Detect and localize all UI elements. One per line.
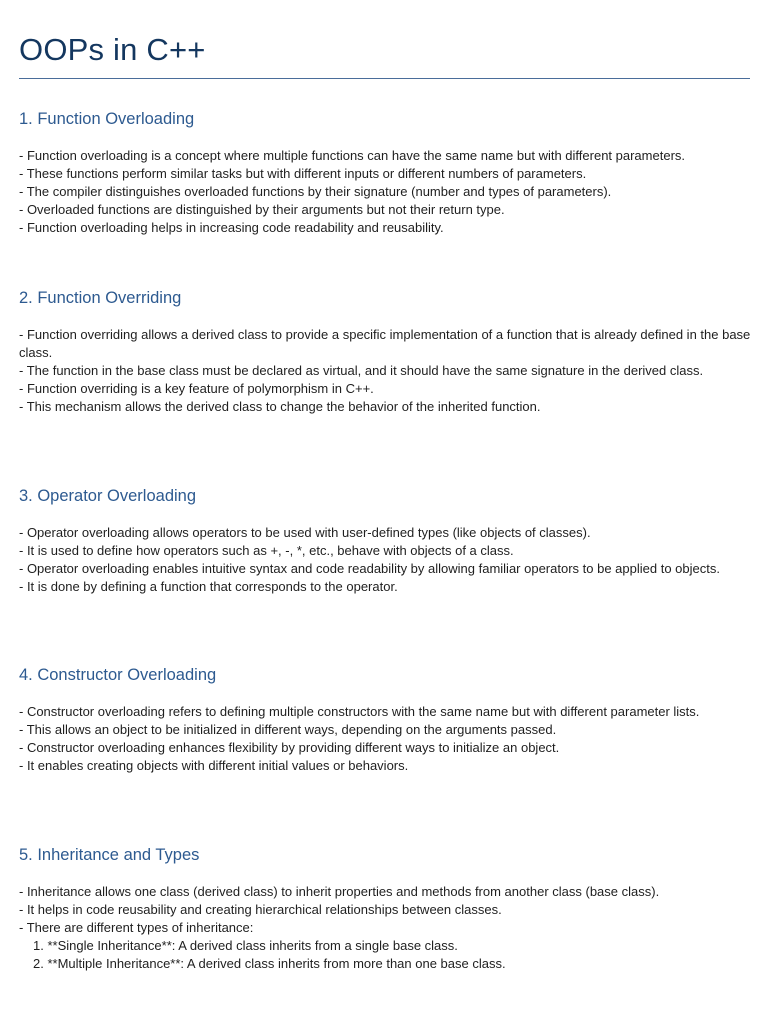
body-line: - It is done by defining a function that corresponds to the operator. [19, 579, 398, 594]
section-operator-overloading [19, 485, 754, 596]
body-line: - Function overloading is a concept where multiple functions can have the same name but with different parameters. [19, 148, 686, 163]
body-line: - It helps in code reusability and creating hierarchical relationships between classes. [19, 902, 502, 917]
numbered-list-item: 2. **Multiple Inheritance**: A derived class inherits from more than one base class. [33, 956, 506, 971]
body-line: - This mechanism allows the derived class to change the behavior of the inherited function. [19, 399, 541, 414]
body-line: - The function in the base class must be declared as virtual, and it should have the same signature in the derived class. [19, 363, 704, 378]
body-line: - Operator overloading enables intuitive syntax and code readability by allowing familiar operators to be applied to objects. [19, 561, 720, 576]
section-inheritance-and-types [19, 844, 754, 973]
body-line: - Inheritance allows one class (derived class) to inherit properties and methods from another class (base class). [19, 884, 660, 899]
numbered-list-item: 1. **Single Inheritance**: A derived class inherits from a single base class. [33, 938, 458, 953]
body-line: - Operator overloading allows operators to be used with user-defined types (like objects of classes). [19, 525, 591, 540]
section-body [19, 147, 754, 237]
section-heading: 1. Function Overloading [19, 110, 195, 128]
title-divider [19, 78, 750, 79]
body-line: - Constructor overloading enhances flexibility by providing different ways to initialize an object. [19, 740, 560, 755]
section-heading: 5. Inheritance and Types [19, 846, 200, 864]
body-line: - Overloaded functions are distinguished by their arguments but not their return type. [19, 202, 505, 217]
body-line: - There are different types of inheritance: [19, 920, 254, 935]
body-line: - These functions perform similar tasks but with different inputs or different numbers of parameters. [19, 166, 587, 181]
body-line: - It enables creating objects with different initial values or behaviors. [19, 758, 409, 773]
page-title: OOPs in C++ [19, 32, 206, 67]
body-line: - It is used to define how operators such as +, -, *, etc., behave with objects of a class. [19, 543, 514, 558]
body-line: - Function overloading helps in increasing code readability and reusability. [19, 220, 444, 235]
body-line: - Function overriding allows a derived class to provide a specific implementation of a function that is already defined in the base class. [19, 327, 751, 360]
section-heading: 2. Function Overriding [19, 289, 182, 307]
section-function-overloading [19, 108, 754, 237]
section-heading: 3. Operator Overloading [19, 487, 197, 505]
body-line: - Constructor overloading refers to defining multiple constructors with the same name but with different parameter lists. [19, 704, 700, 719]
section-body [19, 883, 754, 973]
section-body [19, 326, 754, 416]
body-line: - The compiler distinguishes overloaded functions by their signature (number and types of parameters). [19, 184, 612, 199]
section-constructor-overloading [19, 664, 754, 775]
body-line: - This allows an object to be initialized in different ways, depending on the arguments passed. [19, 722, 557, 737]
section-body [19, 703, 754, 775]
section-function-overriding [19, 287, 754, 416]
body-line: - Function overriding is a key feature of polymorphism in C++. [19, 381, 374, 396]
section-body [19, 524, 754, 596]
section-heading: 4. Constructor Overloading [19, 666, 217, 684]
